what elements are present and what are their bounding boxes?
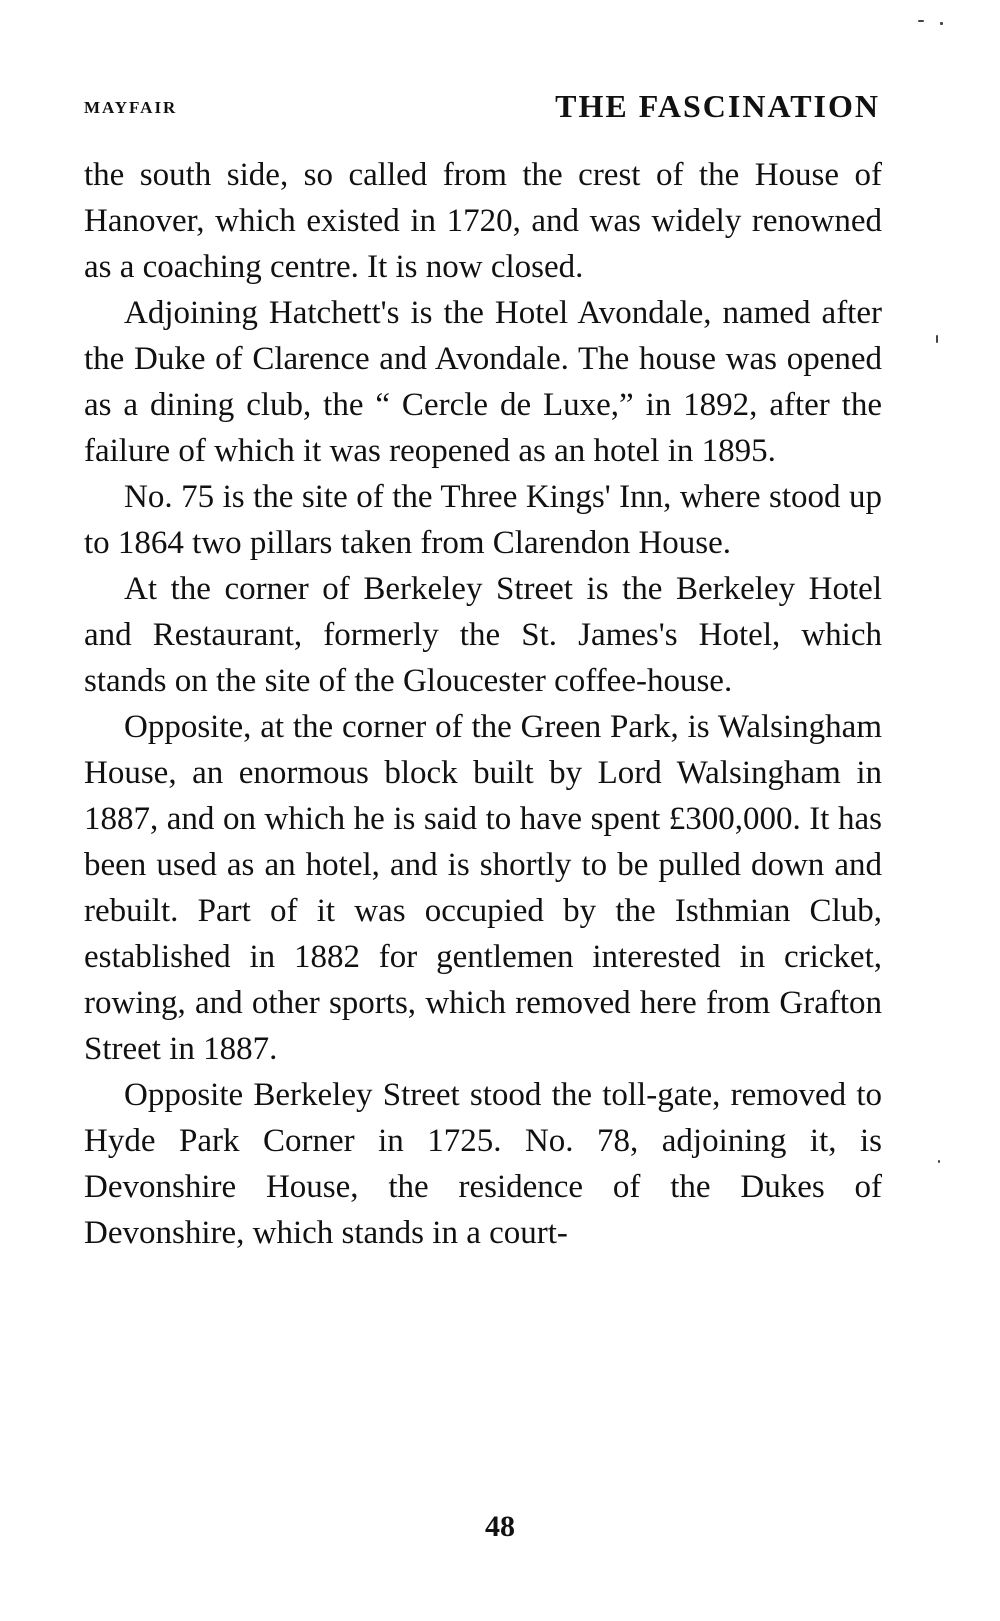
scan-speck xyxy=(940,22,943,25)
running-head-title: THE FASCINATION xyxy=(555,88,880,124)
paragraph-toll-gate: Opposite Berkeley Street stood the toll-gate, removed to Hyde Park Corner in 1725. No. 78, adjoining it, is Devonshire House, the residence of the Dukes of Devonshire, which stands in a court- xyxy=(84,1077,882,1251)
page-number: 48 xyxy=(485,1510,515,1543)
paragraph-walsingham-house: Opposite, at the corner of the Green Park, is Walsingham House, an enormous block built by Lord Walsingham in 1887, and on which he is said to have spent £300,000. It has been used as an hotel, and is shortly to be pulled down and rebuilt. Part of it was occupied by the Isthmian Club, established in 1882 for gentlemen interested in cricket, rowing, and other sports, which removed here from Grafton Street in 1887. xyxy=(84,709,882,1067)
body-text xyxy=(84,152,882,1256)
running-head-section: MAYFAIR xyxy=(84,98,178,117)
paragraph-continued: the south side, so called from the crest of the House of Hanover, which existed in 1720, and was widely renowned as a coaching centre. It is now closed. xyxy=(84,157,882,285)
scan-speck xyxy=(938,1160,940,1163)
paragraph-berkeley-hotel: At the corner of Berkeley Street is the Berkeley Hotel and Restaurant, formerly the St. James's Hotel, which stands on the site of the Gloucester coffee-house. xyxy=(84,571,882,699)
scan-speck xyxy=(918,20,924,22)
scan-speck xyxy=(936,335,938,343)
paragraph-hotel-avondale: Adjoining Hatchett's is the Hotel Avondale, named after the Duke of Clarence and Avondale. The house was opened as a dining club, the “ Cercle de Luxe,” in 1892, after the failure of which it was reopened as an hotel in 1895. xyxy=(84,295,882,469)
paragraph-three-kings-inn: No. 75 is the site of the Three Kings' Inn, where stood up to 1864 two pillars taken from Clarendon House. xyxy=(84,479,882,561)
running-head xyxy=(84,88,880,128)
